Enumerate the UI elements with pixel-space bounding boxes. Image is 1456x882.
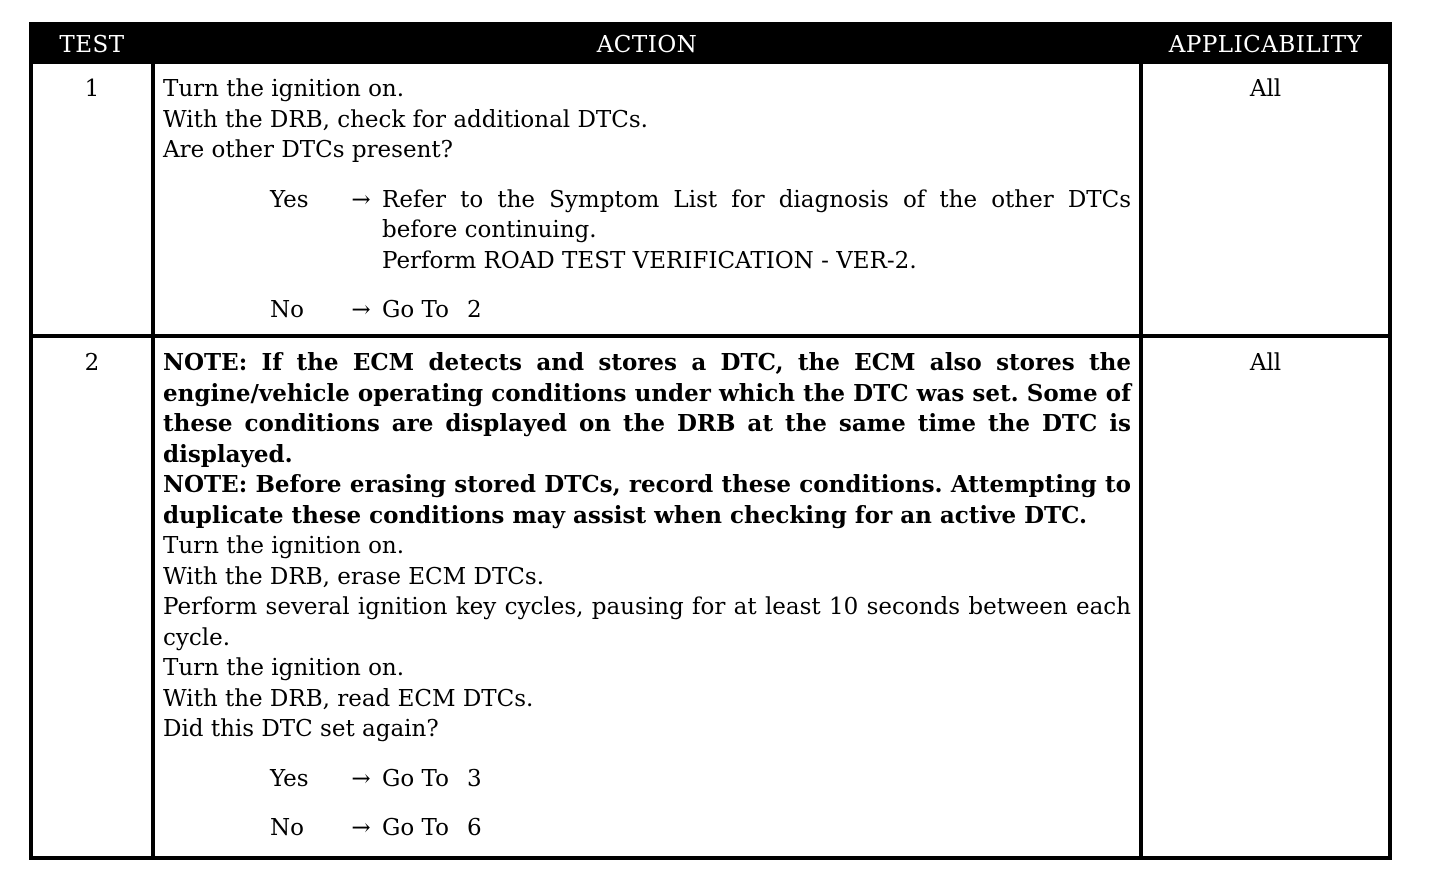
test-number: 1 <box>84 76 100 102</box>
action-step: Turn the ignition on. <box>163 76 405 102</box>
goto-link[interactable] <box>382 764 1131 795</box>
action-question: Did this DTC set again? <box>163 716 439 743</box>
yes-result-text: Refer to the Symptom List for diagnosis of the other DTCs before continuing. <box>382 186 1131 243</box>
yes-label: Yes <box>270 765 309 792</box>
no-label: No <box>270 815 304 842</box>
goto-text: Go To <box>382 815 449 842</box>
right-arrow-icon: → <box>351 815 371 842</box>
yes-branch <box>270 185 1131 277</box>
header-action: ACTION <box>153 26 1141 64</box>
right-arrow-icon: → <box>351 186 371 213</box>
note-paragraph: NOTE: If the ECM detects and stores a DTC, the ECM also stores the engine/vehicle operating conditions under which the DTC was set. Some of these conditions are displayed on the DRB at the same time the DTC is displayed. <box>163 349 1131 468</box>
yes-result-link[interactable]: Perform ROAD TEST VERIFICATION - VER-2. <box>382 247 917 274</box>
goto-text: Go To <box>382 297 449 323</box>
goto-number: 2 <box>466 297 482 323</box>
yes-label: Yes <box>270 186 309 213</box>
table-row <box>33 64 1388 336</box>
action-step: With the DRB, check for additional DTCs. <box>163 106 648 133</box>
header-applicability: APPLICABILITY <box>1141 26 1388 64</box>
header-test: TEST <box>33 26 153 64</box>
action-step: Turn the ignition on. <box>163 533 405 560</box>
no-label: No <box>270 297 304 323</box>
goto-text: Go To <box>382 765 449 792</box>
action-cell <box>153 64 1141 336</box>
yes-branch <box>270 764 1131 795</box>
goto-link[interactable] <box>382 295 1131 326</box>
action-step: Perform several ignition key cycles, pausing for at least 10 seconds between each cycle. <box>163 594 1131 651</box>
note-paragraph: NOTE: Before erasing stored DTCs, record these conditions. Attempting to duplicate these conditions may assist when checking for an active DTC. <box>163 471 1131 529</box>
applicability-cell <box>1141 64 1388 336</box>
procedure-table <box>33 26 1388 856</box>
test-number-cell <box>33 64 153 336</box>
diagnostic-test-table <box>29 22 1392 860</box>
no-branch <box>270 813 1131 844</box>
action-step: With the DRB, erase ECM DTCs. <box>163 563 545 590</box>
header-row <box>33 26 1388 64</box>
action-cell <box>153 336 1141 856</box>
test-number: 2 <box>84 350 100 377</box>
applicability-value: All <box>1249 76 1282 102</box>
right-arrow-icon: → <box>351 297 371 323</box>
action-step: With the DRB, read ECM DTCs. <box>163 685 534 712</box>
applicability-value: All <box>1249 350 1282 377</box>
action-step: Turn the ignition on. <box>163 655 405 682</box>
test-number-cell <box>33 336 153 856</box>
goto-number: 3 <box>466 765 482 792</box>
goto-number: 6 <box>466 815 482 842</box>
table-row <box>33 336 1388 856</box>
goto-link[interactable] <box>382 813 1131 844</box>
no-branch <box>270 295 1131 326</box>
applicability-cell <box>1141 336 1388 856</box>
right-arrow-icon: → <box>351 765 371 792</box>
action-question: Are other DTCs present? <box>163 137 453 163</box>
